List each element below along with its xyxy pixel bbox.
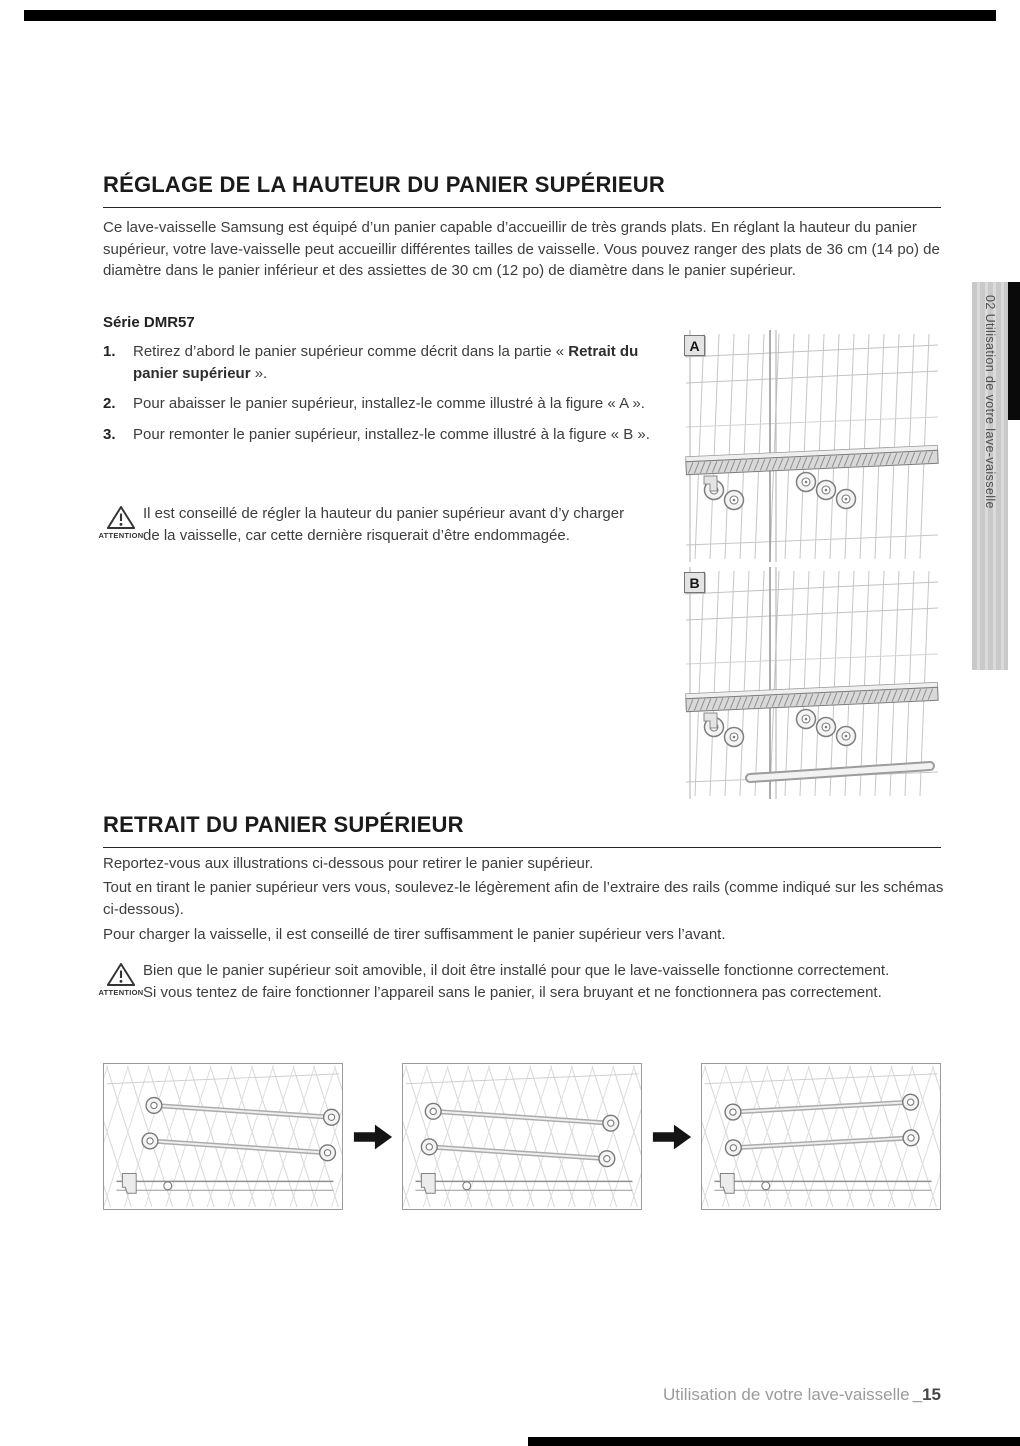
step-number: 1. [103, 343, 116, 360]
page-footer [103, 1385, 941, 1405]
warning-triangle-icon [107, 505, 135, 530]
steps-list [103, 341, 688, 454]
arrow-right-icon [352, 1121, 394, 1153]
step-item-1 [103, 341, 688, 384]
page-number: _15 [912, 1385, 941, 1404]
section2-paragraph-2: Tout en tirant le panier supérieur vers vous, soulevez-le légèrement afin de l’extraire des rails (comme indiqué sur les schémas ci-dessous). [103, 879, 944, 918]
caution-text-line: Si vous tentez de faire fonctionner l’appareil sans le panier, il sera bruyant et ne fonctionnera pas correctement. [143, 983, 882, 1001]
figure-a-label: A [684, 335, 705, 356]
series-heading: Série DMR57 [103, 314, 195, 331]
step-item-3 [103, 424, 688, 446]
step-text: Pour abaisser le panier supérieur, installez-le comme illustré à la figure « A ». [133, 395, 645, 412]
removal-illustration-1 [104, 1064, 342, 1209]
step-item-2 [103, 393, 688, 415]
step-number: 3. [103, 425, 116, 443]
caution-text: Il est conseillé de régler la hauteur du panier supérieur avant d’y charger de la vaisselle, car cette dernière risquerait d’être endommagée. [143, 505, 625, 544]
figure-a [684, 330, 940, 564]
caution-label: ATTENTION [98, 988, 144, 997]
caution-badge [98, 962, 144, 1003]
caution-note-1 [98, 503, 688, 546]
figure-a-illustration [684, 330, 940, 562]
caution-text-line: Bien que le panier supérieur soit amovible, il doit être installé pour que le lave-vaisselle fonctionne correctement. [143, 962, 890, 979]
removal-figures-row [103, 1063, 941, 1210]
step-number: 2. [103, 395, 116, 412]
chapter-tab [972, 282, 1008, 670]
page-top-edge-bar [24, 10, 996, 21]
page-bottom-edge-bar [528, 1437, 1020, 1446]
section1-header [103, 172, 941, 208]
arrow-right-icon [651, 1121, 693, 1153]
removal-figure-2 [402, 1063, 642, 1210]
removal-figure-3 [701, 1063, 941, 1210]
caution-note-2 [98, 960, 953, 1003]
figure-b-label: B [684, 572, 705, 593]
caution-body [143, 503, 629, 546]
chapter-index-bar [1008, 282, 1020, 420]
caution-body [143, 960, 931, 1003]
section2-header [103, 812, 941, 848]
removal-illustration-3 [702, 1064, 940, 1209]
figure-b-illustration [684, 567, 940, 799]
step-text: Retirez d’abord le panier supérieur comme décrit dans la partie « Retrait du panier supérieur ». [133, 343, 639, 382]
footer-text: Utilisation de votre lave-vaisselle [663, 1385, 910, 1404]
removal-figure-1 [103, 1063, 343, 1210]
step-text: Pour remonter le panier supérieur, installez-le comme illustré à la figure « B ». [133, 425, 650, 443]
section2-title: RETRAIT DU PANIER SUPÉRIEUR [103, 812, 464, 837]
warning-triangle-icon [107, 962, 135, 987]
section2-paragraph-3: Pour charger la vaisselle, il est conseillé de tirer suffisamment le panier supérieur vers l’avant. [103, 926, 726, 943]
caution-badge [98, 505, 144, 546]
removal-illustration-2 [403, 1064, 641, 1209]
caution-label: ATTENTION [98, 531, 144, 540]
section1-title: RÉGLAGE DE LA HAUTEUR DU PANIER SUPÉRIEUR [103, 172, 665, 197]
section2-paragraph-1: Reportez-vous aux illustrations ci-dessous pour retirer le panier supérieur. [103, 855, 594, 872]
chapter-tab-label: 02 Utilisation de votre lave-vaisselle [983, 295, 997, 509]
section1-intro: Ce lave-vaisselle Samsung est équipé d’un panier capable d’accueillir de très grands plats. En réglant la hauteur du panier supérieur, votre lave-vaisselle peut accueillir différentes tailles de vaisselle. Vous pouvez ranger des plats de 36 cm (14 po) de diamètre dans le panier inférieur et des assiettes de 30 cm (12 po) de diamètre dans le panier supérieur. [103, 219, 940, 279]
figure-b [684, 567, 940, 798]
